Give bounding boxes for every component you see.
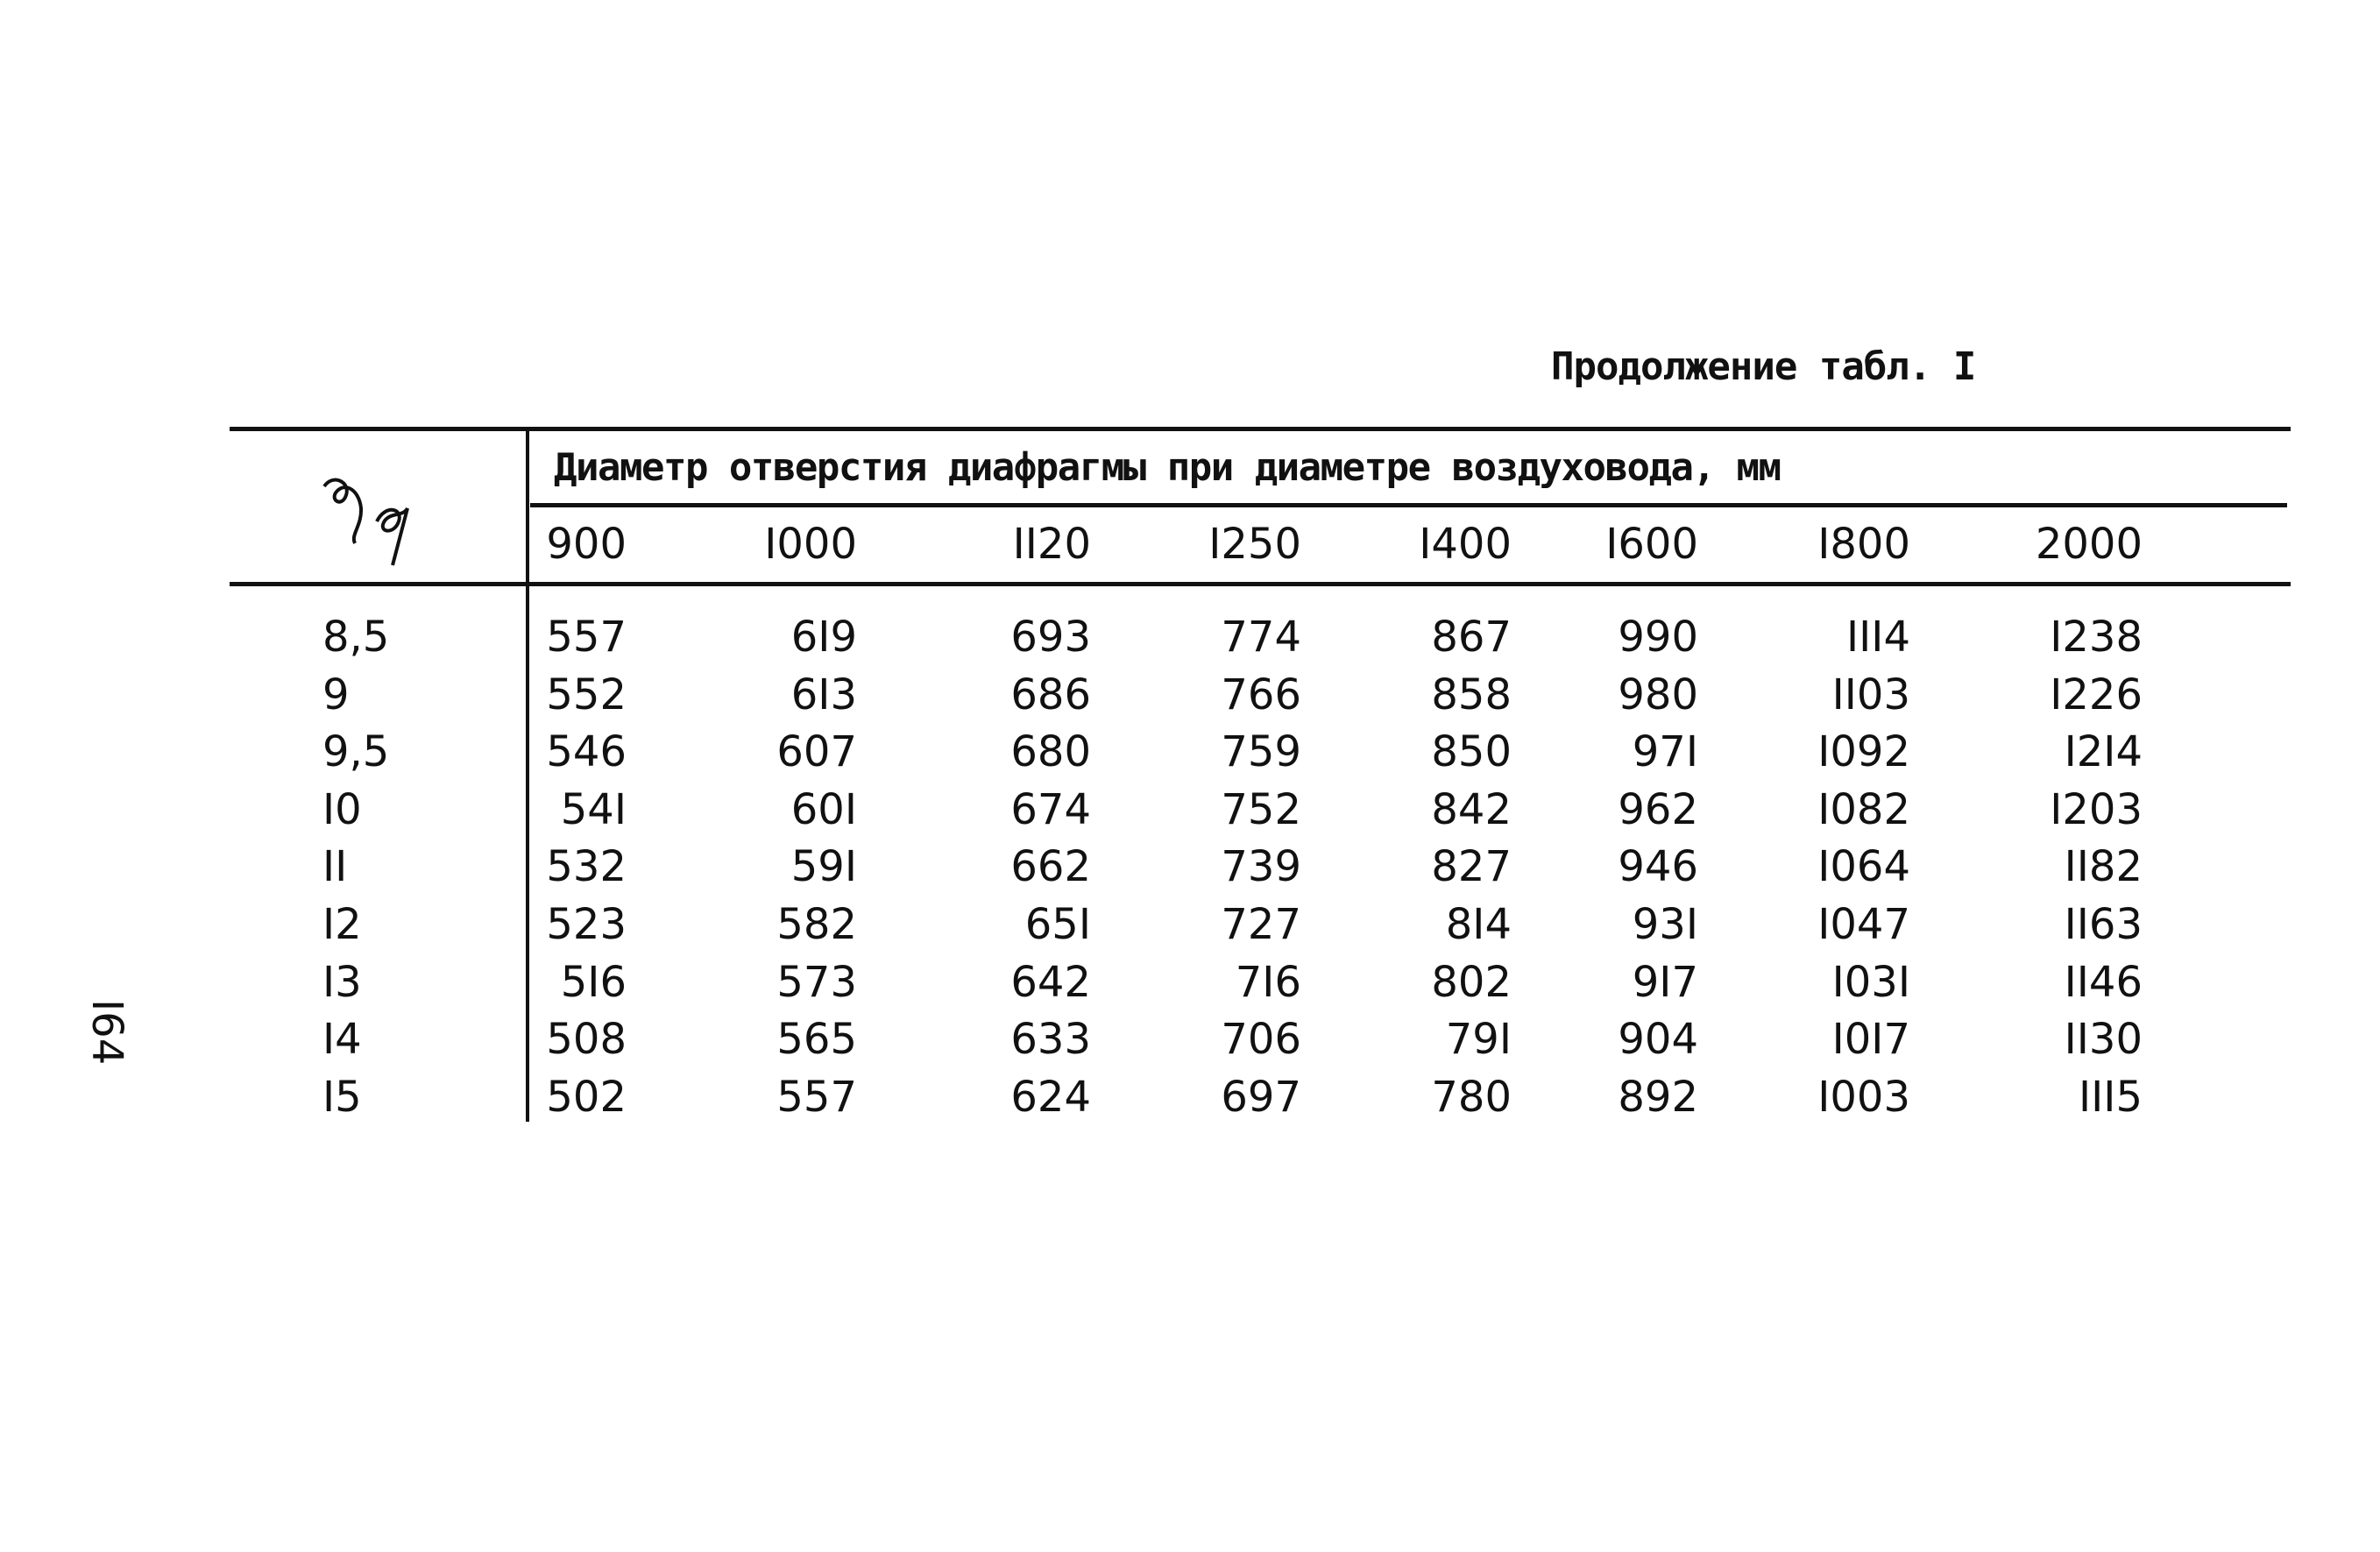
table-cell: 766 xyxy=(1221,670,1301,719)
table-cell: 759 xyxy=(1221,727,1301,777)
table-cell: 946 xyxy=(1618,842,1698,892)
table-cell: 990 xyxy=(1618,613,1698,662)
table-cell: 557 xyxy=(776,1072,857,1122)
table-cell: II63 xyxy=(2064,900,2143,949)
phi-q-symbol xyxy=(315,456,429,570)
table-cell: II03 xyxy=(1831,670,1910,719)
column-header: 900 xyxy=(546,520,627,569)
row-label: 9 xyxy=(322,670,350,719)
table-cell: 97I xyxy=(1632,727,1698,777)
table-cell: 662 xyxy=(1010,842,1091,892)
column-header: I400 xyxy=(1419,520,1512,569)
table-cell: 8I4 xyxy=(1445,900,1512,949)
table-cell: 802 xyxy=(1431,957,1512,1007)
table-cell: 727 xyxy=(1221,900,1301,949)
table-cell: 693 xyxy=(1010,613,1091,662)
table-cell: 607 xyxy=(776,727,857,777)
table-top-rule xyxy=(230,427,2291,431)
table-cell: I092 xyxy=(1817,727,1910,777)
table-cell: 508 xyxy=(546,1015,627,1065)
table-cell: 502 xyxy=(546,1072,627,1122)
row-label: I4 xyxy=(322,1015,362,1065)
column-header: I000 xyxy=(764,520,857,569)
table-cell: 624 xyxy=(1010,1072,1091,1122)
table-cell: 980 xyxy=(1618,670,1698,719)
row-label: 8,5 xyxy=(322,613,390,662)
table-cell: 523 xyxy=(546,900,627,949)
row-label-divider xyxy=(526,429,529,1122)
table-cell: 546 xyxy=(546,727,627,777)
row-label: I5 xyxy=(322,1072,362,1122)
table-cell: I203 xyxy=(2050,784,2143,834)
table-cell: 842 xyxy=(1431,784,1512,834)
column-header: I800 xyxy=(1817,520,1910,569)
table-cell: 552 xyxy=(546,670,627,719)
table-cell: I003 xyxy=(1817,1072,1910,1122)
column-header: II20 xyxy=(1012,520,1091,569)
table-cell: 557 xyxy=(546,613,627,662)
table-cell: 780 xyxy=(1431,1072,1512,1122)
table-cell: 680 xyxy=(1010,727,1091,777)
column-header: I600 xyxy=(1605,520,1698,569)
table-cell: 65I xyxy=(1024,900,1091,949)
row-label: I0 xyxy=(322,784,362,834)
table-cell: 697 xyxy=(1221,1072,1301,1122)
row-label: I3 xyxy=(322,957,362,1007)
table-header-title: Диаметр отверстия диафрагмы при диаметре воздуховода, мм xyxy=(554,445,1781,490)
page-number: I64 xyxy=(82,999,131,1066)
table-cell: 674 xyxy=(1010,784,1091,834)
table-cell: III5 xyxy=(2078,1072,2143,1122)
column-header: I250 xyxy=(1208,520,1301,569)
table-cell: 54I xyxy=(560,784,627,834)
table-cell: 867 xyxy=(1431,613,1512,662)
table-cell: III4 xyxy=(1845,613,1910,662)
table-cell: 79I xyxy=(1445,1015,1512,1065)
table-cell: 642 xyxy=(1010,957,1091,1007)
table-cell: 827 xyxy=(1431,842,1512,892)
table-cell: I047 xyxy=(1817,900,1910,949)
table-cell: 633 xyxy=(1010,1015,1091,1065)
table-cell: I064 xyxy=(1817,842,1910,892)
header-title-rule xyxy=(530,503,2287,507)
table-cell: 60I xyxy=(790,784,857,834)
table-cell: 9I7 xyxy=(1632,957,1698,1007)
row-label: II xyxy=(322,842,348,892)
table-cell: 739 xyxy=(1221,842,1301,892)
table-cell: II82 xyxy=(2064,842,2143,892)
table-cell: 962 xyxy=(1618,784,1698,834)
table-cell: I03I xyxy=(1831,957,1910,1007)
table-cell: I2I4 xyxy=(2064,727,2143,777)
table-cell: 7I6 xyxy=(1235,957,1301,1007)
table-cell: 752 xyxy=(1221,784,1301,834)
table-cell: 858 xyxy=(1431,670,1512,719)
table-cell: 573 xyxy=(776,957,857,1007)
table-caption: Продолжение табл. I xyxy=(1551,344,1976,389)
table-cell: I082 xyxy=(1817,784,1910,834)
table-cell: 5I6 xyxy=(560,957,627,1007)
table-cell: 6I9 xyxy=(790,613,857,662)
table-cell: 686 xyxy=(1010,670,1091,719)
table-cell: 774 xyxy=(1221,613,1301,662)
row-label: 9,5 xyxy=(322,727,390,777)
table-cell: 532 xyxy=(546,842,627,892)
table-cell: II46 xyxy=(2064,957,2143,1007)
table-cell: I226 xyxy=(2050,670,2143,719)
table-cell: I0I7 xyxy=(1831,1015,1910,1065)
table-cell: 582 xyxy=(776,900,857,949)
column-header: 2000 xyxy=(2035,520,2143,569)
table-cell: 93I xyxy=(1632,900,1698,949)
row-label: I2 xyxy=(322,900,362,949)
table-cell: 565 xyxy=(776,1015,857,1065)
table-cell: 892 xyxy=(1618,1072,1698,1122)
table-cell: II30 xyxy=(2064,1015,2143,1065)
column-header-rule xyxy=(230,582,2291,586)
table-cell: 904 xyxy=(1618,1015,1698,1065)
table-cell: 706 xyxy=(1221,1015,1301,1065)
table-cell: 6I3 xyxy=(790,670,857,719)
table-cell: 850 xyxy=(1431,727,1512,777)
table-cell: 59I xyxy=(790,842,857,892)
table-cell: I238 xyxy=(2050,613,2143,662)
